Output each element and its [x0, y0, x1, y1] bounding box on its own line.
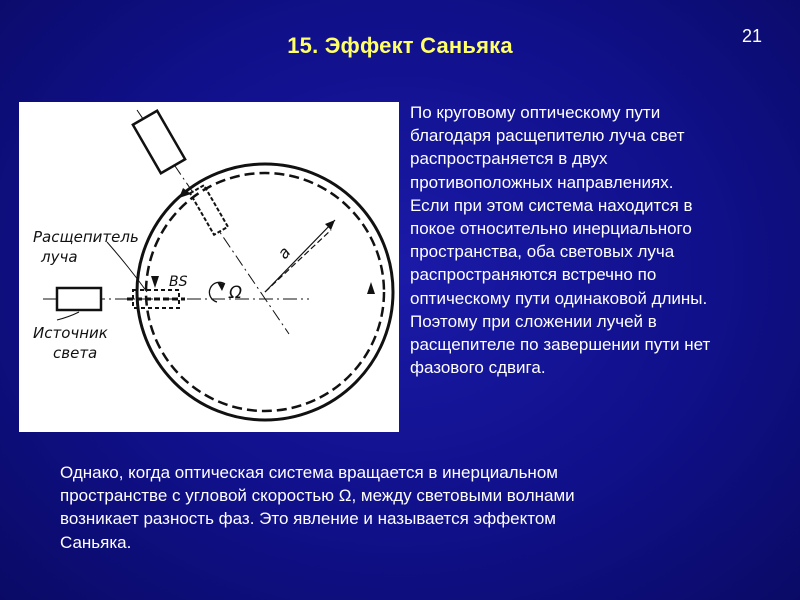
right-line: распространяются встречно по [410, 265, 657, 285]
right-line: расщепителе по завершении пути нет [410, 335, 711, 355]
sagnac-diagram [19, 102, 399, 432]
bottom-line: Однако, когда оптическая система вращается в инерциальном [60, 463, 558, 482]
ring-arrow-left [151, 276, 159, 288]
right-line: благодаря расщепителю луча свет [410, 126, 685, 146]
bottom-line: Саньяка. [60, 532, 132, 552]
right-line: Поэтому при сложении лучей в [410, 311, 657, 331]
radius-line [265, 230, 331, 292]
label-splitter-1: Расщепитель [33, 228, 139, 246]
radius-arrow [265, 220, 335, 292]
splitter-leader [107, 242, 147, 292]
right-line: Если при этом система находится в [410, 195, 693, 215]
label-source-1: Источник [33, 324, 108, 342]
label-bs: BS [169, 274, 188, 290]
upper-splitter-element [190, 185, 228, 235]
right-line: распространяется в двух [410, 149, 608, 169]
right-line: оптическому пути одинаковой длины. [410, 288, 708, 308]
bottom-paragraph [60, 461, 780, 554]
right-paragraph [410, 101, 800, 379]
sagnac-diagram-svg [19, 102, 399, 432]
light-source-box [57, 288, 101, 310]
label-source-2: света [53, 344, 98, 362]
bottom-line: возникает разность фаз. Это явление и называется эффектом [60, 509, 556, 529]
right-line: покое относительно инерциального [410, 219, 692, 239]
slide-title: 15. Эффект Саньяка [287, 33, 513, 58]
label-a: a [273, 242, 295, 263]
page-number: 21 [742, 26, 763, 46]
source-leader [57, 312, 79, 320]
right-line: фазового сдвига. [410, 358, 546, 378]
right-line: противоположных направлениях. [410, 172, 674, 192]
bottom-line: пространстве с угловой скоростью Ω, между световыми волнами [60, 486, 575, 506]
ring-arrow-right [367, 282, 375, 294]
right-line: По круговому оптическому пути [410, 103, 661, 122]
right-line: пространства, оба световых луча [410, 242, 675, 262]
detector-box [133, 111, 185, 173]
label-splitter-2: луча [41, 248, 78, 266]
label-omega: Ω [229, 283, 242, 303]
